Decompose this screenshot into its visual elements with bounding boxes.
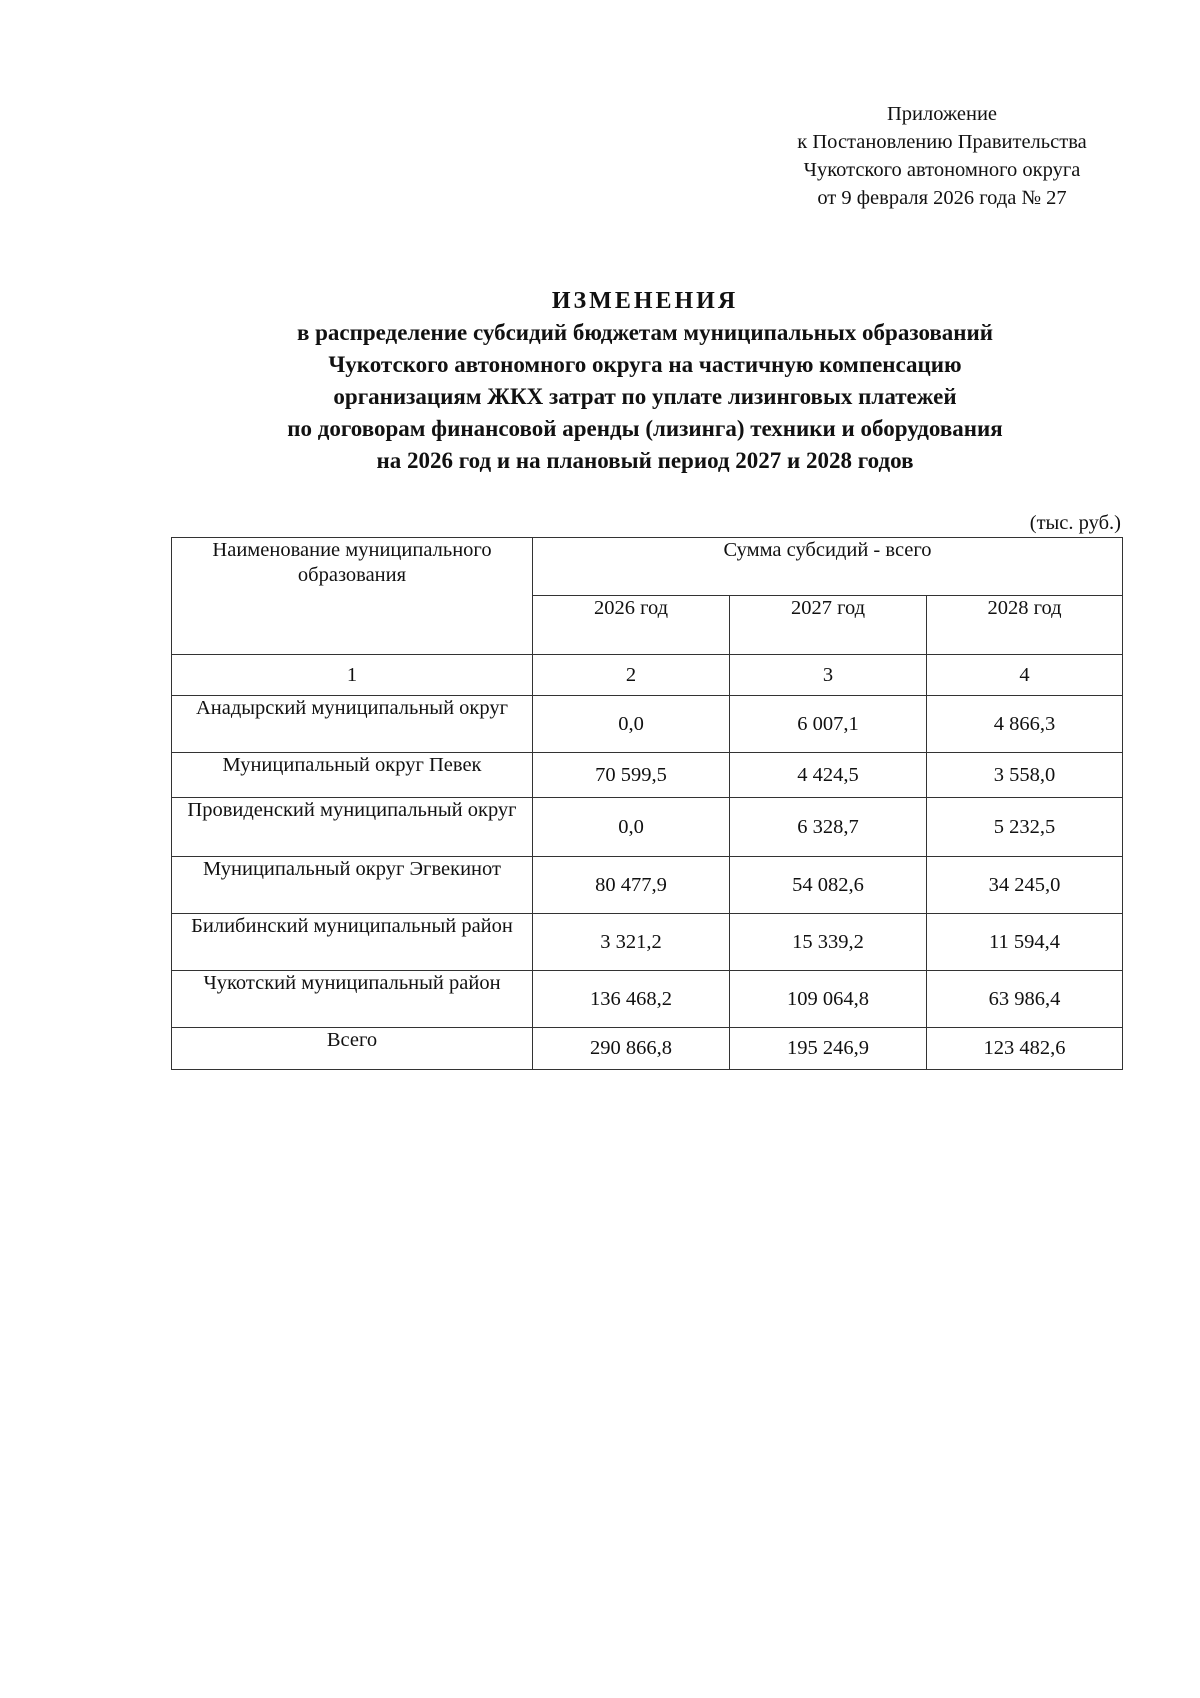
value-2028: 63 986,4: [927, 971, 1123, 1028]
value-2027: 109 064,8: [730, 971, 927, 1028]
value-2028: 3 558,0: [927, 753, 1123, 798]
table-row: [172, 857, 1123, 914]
header-year: 2026 год: [533, 596, 730, 655]
total-2028: 123 482,6: [927, 1028, 1123, 1070]
value-2026: 3 321,2: [533, 914, 730, 971]
total-label: Всего: [172, 1028, 533, 1070]
table-row: [172, 753, 1123, 798]
value-2028: 4 866,3: [927, 696, 1123, 753]
appendix-line: от 9 февраля 2026 года № 27: [817, 187, 1067, 209]
subtitle-line: в распределение субсидий бюджетам муниципальных образований: [296, 320, 994, 345]
column-number: 3: [730, 655, 927, 696]
total-2026: 290 866,8: [533, 1028, 730, 1070]
document-title: ИЗМЕНЕНИЯ: [551, 288, 739, 314]
subtitle-line: по договорам финансовой аренды (лизинга) техники и оборудования: [287, 416, 1003, 441]
subtitle-line: организациям ЖКХ затрат по уплате лизинговых платежей: [333, 384, 957, 409]
value-2027: 54 082,6: [730, 857, 927, 914]
total-2027: 195 246,9: [730, 1028, 927, 1070]
value-2028: 5 232,5: [927, 798, 1123, 857]
value-2027: 4 424,5: [730, 753, 927, 798]
appendix-block: [752, 100, 1132, 212]
table-row: [172, 914, 1123, 971]
value-2028: 34 245,0: [927, 857, 1123, 914]
value-2027: 6 328,7: [730, 798, 927, 857]
municipality-name: Билибинский муниципальный район: [172, 914, 533, 971]
table-row: [172, 798, 1123, 857]
document-heading: [130, 285, 1160, 477]
value-2026: 0,0: [533, 696, 730, 753]
municipality-name: Муниципальный округ Певек: [172, 753, 533, 798]
appendix-line: Приложение: [886, 103, 998, 125]
header-year: 2027 год: [730, 596, 927, 655]
table-row: [172, 696, 1123, 753]
header-subsidy-total: Сумма субсидий - всего: [533, 538, 1123, 596]
value-2026: 136 468,2: [533, 971, 730, 1028]
header-municipality: Наименование муниципального образования: [172, 538, 533, 655]
municipality-name: Чукотский муниципальный район: [172, 971, 533, 1028]
total-row: [172, 1028, 1123, 1070]
header-year: 2028 год: [927, 596, 1123, 655]
document-subtitle: [130, 317, 1160, 477]
value-2026: 70 599,5: [533, 753, 730, 798]
units-label: (тыс. руб.): [1029, 512, 1121, 534]
value-2026: 0,0: [533, 798, 730, 857]
column-number: 2: [533, 655, 730, 696]
appendix-line: к Постановлению Правительства: [797, 131, 1087, 153]
column-number: 4: [927, 655, 1123, 696]
subtitle-line: Чукотского автономного округа на частичную компенсацию: [328, 352, 962, 377]
value-2026: 80 477,9: [533, 857, 730, 914]
municipality-name: Провиденский муниципальный округ: [172, 798, 533, 857]
municipality-name: Анадырский муниципальный округ: [172, 696, 533, 753]
table-row: [172, 971, 1123, 1028]
municipality-name: Муниципальный округ Эгвекинот: [172, 857, 533, 914]
appendix-line: Чукотского автономного округа: [803, 159, 1081, 181]
subtitle-line: на 2026 год и на плановый период 2027 и 2028 годов: [376, 448, 914, 473]
value-2027: 15 339,2: [730, 914, 927, 971]
column-number: 1: [172, 655, 533, 696]
value-2027: 6 007,1: [730, 696, 927, 753]
subsidy-table: [171, 537, 1123, 1070]
value-2028: 11 594,4: [927, 914, 1123, 971]
